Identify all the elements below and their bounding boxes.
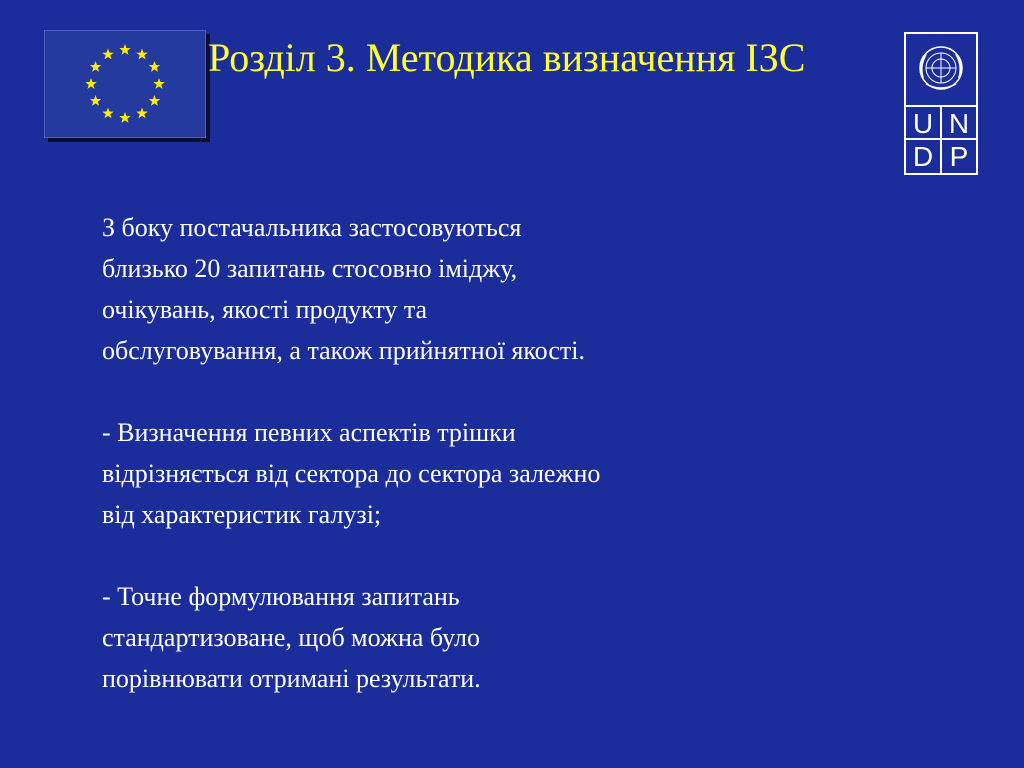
eu-star-icon — [149, 61, 160, 72]
eu-stars — [45, 31, 205, 137]
eu-star-icon — [119, 112, 130, 123]
paragraph-intro: З боку постачальника застосовуються близько 20 запитань стосовно іміджу, очікувань, якості продукту та обслуговування, а також прийнятної якості. — [102, 213, 585, 365]
eu-star-icon — [149, 95, 160, 106]
undp-letter-d: D — [912, 141, 934, 172]
eu-star-icon — [153, 78, 164, 89]
paragraph-bullet-1: - Визначення певних аспектів трішки відрізняється від сектора до сектора залежно від характеристик галузі; — [102, 418, 601, 529]
eu-star-icon — [102, 107, 113, 118]
paragraph-bullet-2: - Точне формулювання запитань стандартизоване, щоб можна було порівнювати отримані результати. — [102, 582, 481, 693]
eu-star-icon — [85, 78, 96, 89]
undp-logo-icon — [904, 32, 978, 175]
undp-letter-u: U — [912, 108, 934, 139]
slide-title: Розділ 3. Методика визначення ІЗС — [208, 35, 806, 80]
eu-flag-icon — [44, 30, 206, 138]
eu-star-icon — [119, 44, 130, 55]
slide-body — [102, 207, 782, 699]
undp-letter-p: P — [949, 141, 969, 172]
undp-letter-n: N — [948, 108, 970, 139]
eu-star-icon — [136, 107, 147, 118]
eu-star-icon — [102, 49, 113, 60]
eu-star-icon — [136, 49, 147, 60]
eu-star-icon — [90, 95, 101, 106]
eu-star-icon — [90, 61, 101, 72]
